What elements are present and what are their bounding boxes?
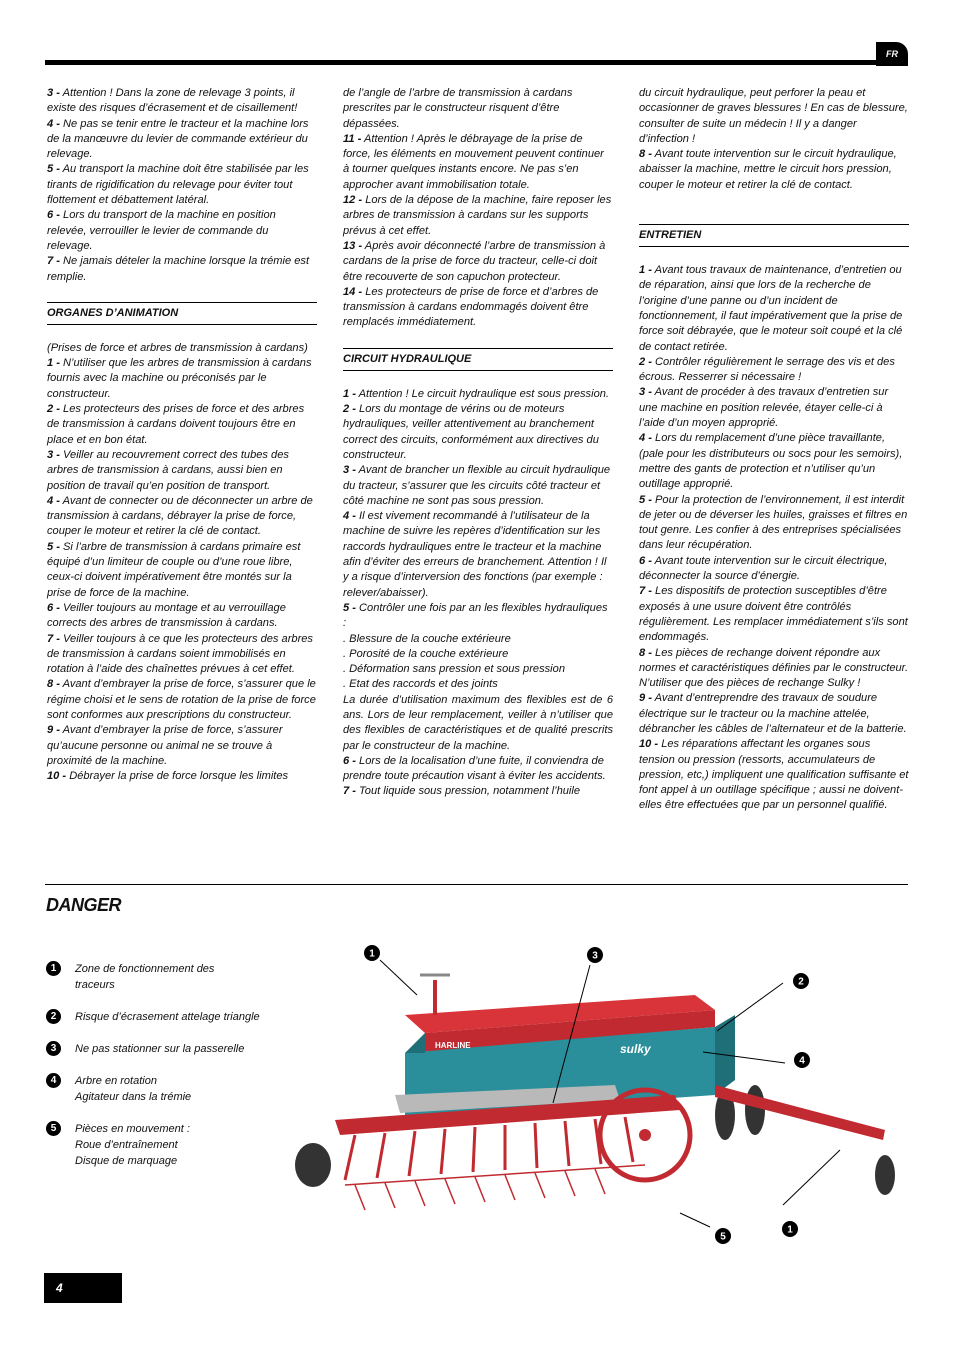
item-number: 4 - — [343, 510, 356, 523]
header-rule — [45, 60, 906, 65]
continued-text: du circuit hydraulique, peut perforer la peau et occasionner de graves blessures ! En cas de blessure, consulter de suite un médecin ! Il y a danger d’infection ! — [639, 87, 908, 145]
item-number: 4 - — [47, 117, 60, 130]
numbered-item — [47, 117, 317, 163]
item-text: Attention ! Après le débrayage de la prise de force, les éléments en mouvement peuvent continuer à tourner quelques instants encore. Ne pas s’en approcher avant immobilisation totale. — [343, 132, 604, 191]
item-number: 7 - — [639, 585, 652, 598]
item-number: 8 - — [47, 678, 60, 691]
section-title-hydraulique: CIRCUIT HYDRAULIQUE — [343, 348, 613, 371]
callout-number: 1 — [369, 948, 375, 960]
numbered-item — [47, 162, 317, 208]
legend-line: Disque de marquage — [75, 1155, 178, 1167]
legend-text — [75, 1009, 260, 1025]
item-text: Ne pas se tenir entre le tracteur et la machine lors de la manœuvre du levier de commande extérieur du relevage. — [47, 117, 309, 161]
item-text: N’utiliser que les arbres de transmission à cardans fournis avec la machine ou préconisés par le constructeur. — [47, 357, 312, 400]
item-text: Débrayer la prise de force lorsque les limites — [66, 770, 289, 783]
numbered-item — [343, 509, 613, 601]
item-text: Lors de la localisation d’une fuite, il conviendra de prendre toute précaution visant à éviter les accidents. — [343, 754, 606, 783]
item-number: 6 - — [639, 554, 652, 567]
item-number: 7 - — [47, 255, 60, 268]
hitch-arm — [715, 1085, 885, 1140]
legend-line: Roue d’entraînement — [75, 1139, 178, 1151]
item-number: 14 - — [343, 285, 363, 298]
numbered-item — [47, 208, 317, 254]
numbered-item — [47, 677, 317, 723]
seed-drill-illustration — [285, 935, 915, 1245]
legend-number-badge: 2 — [46, 1009, 61, 1024]
item-number: 1 - — [343, 387, 356, 400]
item-number: 12 - — [343, 194, 363, 207]
item-number: 5 - — [47, 540, 60, 553]
item-text: Lors du montage de vérins ou de moteurs hydrauliques, veiller attentivement au branchement correct des circuits, conformément aux directives du constructeur. — [343, 403, 599, 461]
continued-text: de l’angle de l’arbre de transmission à cardans prescrites par le constructeur risquent d’être dépassées. — [343, 87, 573, 130]
legend-line: Arbre en rotation — [75, 1075, 157, 1087]
item-text: Avant d’embrayer la prise de force, s’assurer que le régime choisi et le sens de rotation de la prise de force sont conformes aux prescriptions du constructeur. — [47, 678, 316, 721]
item-text: Les protecteurs de prise de force et d’arbres de transmission à cardans endommagés doivent être remplacés immédiatement. — [343, 285, 599, 329]
hose-check-item: . Déformation sans pression et sous pression — [343, 663, 565, 676]
numbered-item — [639, 646, 909, 692]
numbered-item — [639, 554, 909, 585]
item-number: 7 - — [47, 632, 60, 645]
item-text: Veiller au recouvrement correct des tubes des arbres de transmission à cardans, aussi bien en position de travail qu’en position de transport. — [47, 448, 289, 492]
numbered-item — [639, 691, 909, 737]
numbered-item — [343, 402, 613, 463]
numbered-item — [47, 254, 317, 285]
numbered-item — [47, 540, 317, 601]
numbered-item — [47, 723, 317, 769]
brand-label-right: sulky — [620, 1042, 651, 1056]
item-number: 1 - — [47, 357, 60, 370]
numbered-item — [47, 494, 317, 540]
danger-legend — [46, 961, 286, 1185]
item-text: Veiller toujours à ce que les protecteurs des arbres de transmission à cardans soient immobilisés en rotation à l’aide des chaînettes prévues à cet effet. — [47, 632, 313, 676]
item-text: Il est vivement recommandé à l’utilisateur de la machine de suivre les repères d’identification sur les raccords hydrauliques entre le tracteur et la machine afin d’éviter des erreurs de branchement. Attention ! Il y a risque d’interversion des fonctions (par exemple : relever/abaisser). — [343, 510, 607, 599]
item-number: 5 - — [343, 601, 356, 614]
numbered-item — [343, 754, 613, 785]
marker-disc-right — [875, 1155, 895, 1195]
callout-number: 1 — [787, 1224, 793, 1236]
item-text: Au transport la machine doit être stabilisée par les tirants de rigidification du relevage pour éviter tout flottement et débattement latéral. — [47, 163, 309, 207]
item-number: 2 - — [639, 355, 652, 368]
legend-text — [75, 1041, 244, 1057]
callout-number: 2 — [798, 976, 804, 988]
legend-number-badge: 1 — [46, 961, 61, 976]
item-text: Attention ! Le circuit hydraulique est sous pression. — [355, 387, 609, 400]
numbered-item — [47, 769, 317, 784]
numbered-item — [47, 86, 317, 117]
item-number: 4 - — [639, 432, 652, 445]
legend-item — [46, 1041, 286, 1057]
item-number: 9 - — [47, 724, 60, 737]
item-text: Avant de connecter ou de déconnecter un arbre de transmission à cardans, débrayer la prise de force, couper le moteur et retirer la clé de contact. — [47, 494, 313, 538]
legend-number-badge: 4 — [46, 1073, 61, 1088]
legend-line: traceurs — [75, 979, 115, 991]
item-text: Contrôler une fois par an les flexibles hydrauliques : — [343, 601, 608, 630]
item-number: 3 - — [47, 448, 60, 461]
item-number: 3 - — [47, 87, 60, 99]
marker-disc-left — [295, 1143, 331, 1187]
numbered-item — [343, 387, 613, 402]
item-number: 8 - — [639, 148, 652, 161]
column-1 — [47, 86, 317, 784]
hose-check-item: . Blessure de la couche extérieure — [343, 632, 511, 645]
item-text: Si l’arbre de transmission à cardans primaire est équipé d’un limiteur de couple ou d’une roue libre, ceux-ci doivent impérativement être montés sur la prise de force de la machine. — [47, 540, 301, 599]
legend-number-badge: 3 — [46, 1041, 61, 1056]
item-text: Ne jamais dételer la machine lorsque la trémie est remplie. — [47, 255, 310, 283]
item-text: Après avoir déconnecté l’arbre de transmission à cardans de la prise de force du tracteur, celle-ci doit être recouverte de son capuchon protecteur. — [343, 239, 606, 283]
legend-line: Zone de fonctionnement des — [75, 963, 215, 975]
brand-label-left: HARLINE — [435, 1041, 471, 1050]
numbered-item — [639, 431, 909, 492]
item-number: 8 - — [639, 646, 652, 659]
item-number: 10 - — [639, 738, 659, 751]
callout-number: 3 — [592, 950, 598, 962]
item-number: 3 - — [639, 386, 652, 399]
numbered-item — [639, 737, 909, 813]
legend-line: Pièces en mouvement : — [75, 1123, 190, 1135]
hose-check-item: . Porosité de la couche extérieure — [343, 647, 509, 660]
item-text: Contrôler régulièrement le serrage des vis et des écrous. Resserrer si nécessaire ! — [639, 355, 895, 384]
item-text: Avant toute intervention sur le circuit hydraulique, abaisser la machine, mettre le circuit hors pression, couper le moteur et retirer la clé de contact. — [639, 148, 897, 191]
section-title-entretien: ENTRETIEN — [639, 224, 909, 247]
column-3 — [639, 86, 909, 814]
numbered-item — [343, 239, 613, 285]
item-number: 6 - — [343, 754, 356, 767]
section-intro: (Prises de force et arbres de transmission à cardans) — [47, 341, 308, 354]
item-number: 5 - — [47, 163, 60, 176]
item-text: Lors de la dépose de la machine, faire reposer les arbres de transmission à cardans sur les supports prévus à cet effet. — [343, 194, 612, 237]
page-number: 4 — [44, 1273, 122, 1303]
numbered-item — [47, 402, 317, 448]
item-text: Attention ! Dans la zone de relevage 3 points, il existe des risques d’écrasement et de cisaillement! — [47, 87, 298, 115]
legend-line: Risque d’écrasement attelage triangle — [75, 1011, 260, 1023]
item-text: Avant d’embrayer la prise de force, s’assurer qu’aucune personne ou animal ne se trouve à proximité de la machine. — [47, 724, 283, 767]
item-number: 10 - — [47, 770, 67, 783]
item-text: Avant tous travaux de maintenance, d’entretien ou de réparation, ainsi que lors de la recherche de l’origine d’une panne ou d’un incident de fonctionnement, il faut impérativement que la prise de force soit débrayée, que le moteur soit coupé et la clé de contact retirée. — [639, 264, 903, 353]
numbered-item — [47, 356, 317, 402]
item-text: Veiller toujours au montage et au verrouillage corrects des arbres de transmission à cardans. — [47, 601, 286, 630]
numbered-item — [343, 285, 613, 331]
item-text: Avant de procéder à des travaux d’entretien sur une machine en position relevée, étayer celle-ci à l’aide d’un moyen approprié. — [639, 386, 889, 430]
legend-item — [46, 1009, 286, 1025]
legend-number-badge: 5 — [46, 1121, 61, 1136]
item-number: 1 - — [639, 264, 652, 277]
item-text: Les réparations affectant les organes sous tension ou pression (ressorts, accumulateurs de pression, etc,) impliquent une qualification suffisante et font appel à un outillage spécifique ; aussi ne doivent-elles être effectuées que par un personnel qualifié. — [639, 738, 909, 812]
section-divider — [45, 884, 908, 885]
item-text: Lors du remplacement d’une pièce travaillante, (pale pour les distributeurs ou socs pour les semoirs), mettre des gants de protection et n’utiliser qu’un outillage approprié. — [639, 432, 903, 491]
item-text: Tout liquide sous pression, notamment l’huile — [355, 785, 581, 798]
item-number: 11 - — [343, 132, 362, 145]
item-text: Lors du transport de la machine en position relevée, verrouiller le levier de commande du relevage. — [47, 209, 276, 252]
legend-text — [75, 1073, 191, 1105]
item-text: Les protecteurs des prises de force et des arbres de transmission à cardans doivent toujours être en place et en bon état. — [47, 403, 305, 446]
hose-check-item: . Etat des raccords et des joints — [343, 678, 498, 691]
item-text: Avant toute intervention sur le circuit électrique, déconnecter la source d’énergie. — [639, 554, 888, 583]
danger-title: DANGER — [46, 895, 122, 915]
column-2 — [343, 86, 613, 800]
legend-item — [46, 1121, 286, 1169]
numbered-item — [343, 463, 613, 509]
numbered-item — [47, 601, 317, 632]
item-number: 2 - — [47, 403, 60, 416]
legend-line: Ne pas stationner sur la passerelle — [75, 1043, 245, 1055]
legend-text — [75, 961, 214, 993]
numbered-item — [47, 632, 317, 678]
item-text: Les dispositifs de protection susceptibles d’être exposés à une usure doivent être contrôlés régulièrement. Les remplacer immédiatement s’ils sont endommagés. — [639, 585, 908, 644]
numbered-item — [639, 385, 909, 431]
item-number: 5 - — [639, 493, 652, 506]
numbered-item — [343, 784, 613, 799]
language-tab: FR — [876, 42, 908, 66]
callout-number: 5 — [720, 1231, 726, 1243]
numbered-item — [343, 601, 613, 632]
numbered-item — [343, 193, 613, 239]
item-number: 9 - — [639, 692, 652, 705]
numbered-item — [639, 263, 909, 355]
item-number: 3 - — [343, 464, 356, 477]
item-text: Pour la protection de l’environnement, il est interdit de jeter ou de déverser les huiles, graisses et filtres en tout genre. Les confier à des entreprises spécialisées dans leur récupération. — [639, 493, 908, 552]
legend-item — [46, 1073, 286, 1105]
item-number: 13 - — [343, 239, 363, 252]
legend-item — [46, 961, 286, 993]
item-number: 6 - — [47, 601, 60, 614]
item-number: 2 - — [343, 403, 356, 416]
hose-duration-text: La durée d’utilisation maximum des flexibles est de 6 ans. Lors de leur remplacement, veiller à n’utiliser que des flexibles de caractéristiques et de qualité prescrits par le constructeur de la machine. — [343, 693, 613, 752]
item-number: 7 - — [343, 785, 356, 798]
section-title-organes: ORGANES D’ANIMATION — [47, 302, 317, 325]
numbered-item — [639, 584, 909, 645]
legend-text — [75, 1121, 190, 1169]
numbered-item — [47, 448, 317, 494]
item-text: Avant d’entreprendre des travaux de soudure électrique sur le tracteur ou la machine attelée, débrancher les câbles de l’alternateur et de la batterie. — [639, 692, 907, 735]
item-text: Les pièces de rechange doivent répondre aux normes et caractéristiques définies par le constructeur. N’utiliser que des pièces de rechange Sulky ! — [639, 646, 909, 690]
numbered-item — [639, 355, 909, 386]
legend-line: Agitateur dans la trémie — [75, 1091, 192, 1103]
numbered-item — [639, 493, 909, 554]
callout-number: 4 — [799, 1055, 805, 1067]
item-text: Avant de brancher un flexible au circuit hydraulique du tracteur, s’assurer que les circuits côté tracteur et côté machine ne sont pas sous pression. — [343, 464, 611, 507]
numbered-item — [343, 132, 613, 193]
item-number: 6 - — [47, 209, 60, 222]
item-number: 4 - — [47, 494, 60, 507]
numbered-item — [639, 147, 909, 193]
